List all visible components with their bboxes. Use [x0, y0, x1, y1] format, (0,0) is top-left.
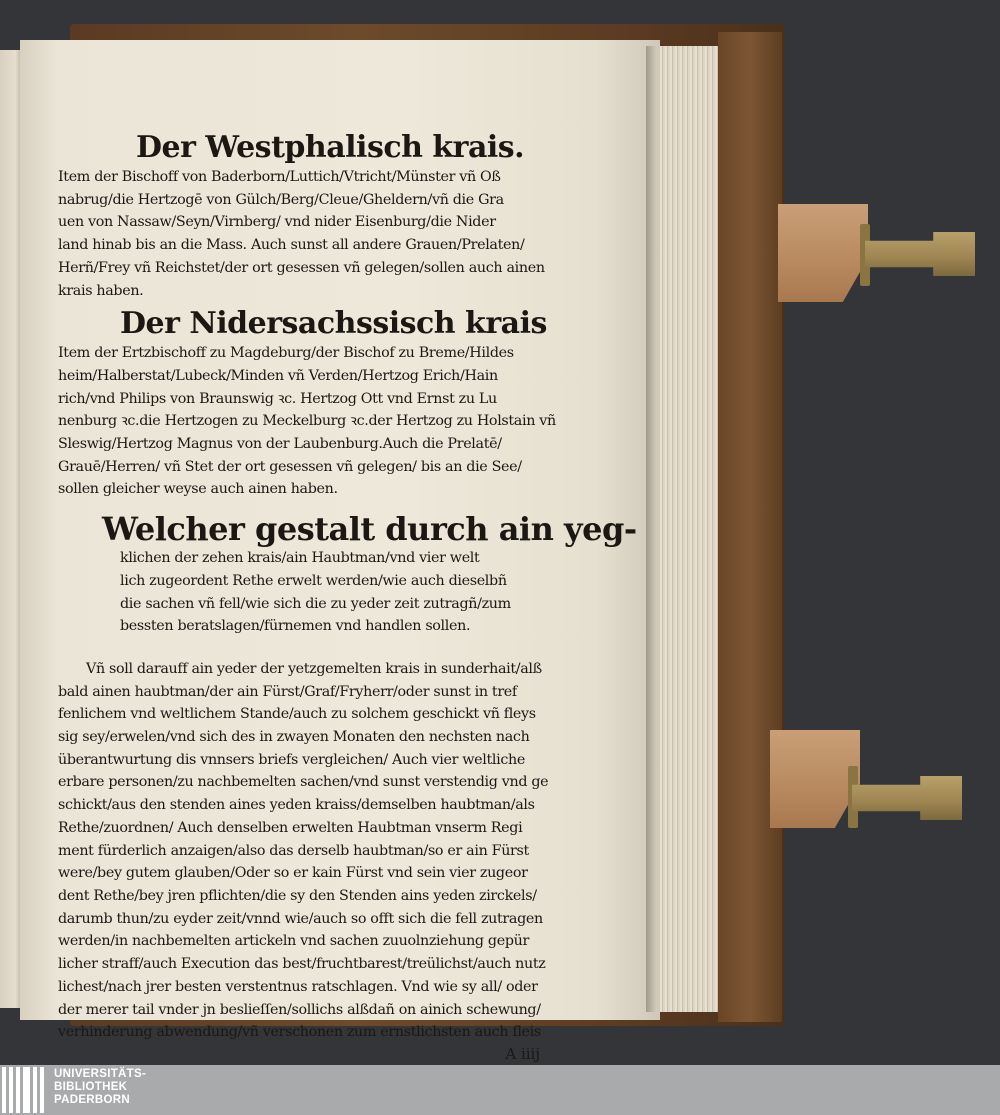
text-line: Herñ/Frey vñ Reichstet/der ort gesessen vñ gelegen/sollen auch ainen	[58, 259, 545, 276]
library-name-line: UNIVERSITÄTS-	[54, 1068, 147, 1080]
text-line: ment fürderlich anzaigen/also das derselb haubtman/so er ain Fürst	[58, 842, 529, 859]
gutter-shadow	[646, 46, 656, 1012]
page-text	[58, 130, 637, 1064]
text-line: klichen der zehen krais/ain Haubtman/vnd vier welt	[120, 550, 480, 567]
text-line: schickt/aus den stenden aines yeden kraiss/demselben haubtman/als	[58, 797, 535, 814]
brass-clasp-top-icon	[865, 232, 975, 276]
text-line: lich zugeordent Rethe erwelt werden/wie auch dieselbñ	[120, 572, 507, 589]
text-line: sig sey/erwelen/vnd sich des in zwayen Monaten den nechsten nach	[58, 729, 530, 746]
text-line: krais haben.	[58, 282, 144, 299]
heading-westphalisch: Der Westphalisch krais.	[136, 130, 525, 165]
signature-mark: A iiij	[505, 1044, 540, 1063]
brass-clasp-bottom-icon	[852, 776, 962, 820]
text-line: Vñ soll darauff ain yeder der yetzgemelten krais in sunderhait/alß	[86, 660, 542, 677]
left-page-edge	[0, 50, 22, 1008]
text-line: licher straff/auch Execution das best/fruchtbarest/treülichst/auch nutz	[58, 956, 546, 973]
page-stack-edges	[650, 46, 718, 1012]
text-line: Grauē/Herren/ vñ Stet der ort gesessen vñ gelegen/ bis an die See/	[58, 458, 522, 475]
library-name-line: BIBLIOTHEK	[54, 1081, 128, 1094]
text-line: erbare personen/zu nachbemelten sachen/vnd sunst verstendig vnd ge	[58, 774, 549, 791]
paragraph-nidersachssisch	[58, 342, 558, 501]
text-line: der merer tail vnder jn beslieſſen/sollichs alßdañ on ainich schewung/	[58, 1001, 541, 1018]
text-line: Item der Ertzbischoff zu Magdeburg/der Bischof zu Breme/Hildes	[58, 345, 514, 362]
book-cover-edge	[718, 32, 782, 1022]
text-line: Rethe/zuordnen/ Auch denselben erwelten Haubtman vnserm Regi	[58, 819, 523, 836]
text-line: fenlichem vnd weltlichem Stande/auch zu solchem geschickt vñ fleys	[58, 706, 536, 723]
text-line: sollen gleicher weyse auch ainen haben.	[58, 481, 338, 498]
subheading-welcher-gestalt	[58, 547, 558, 638]
text-line: dent Rethe/bey jren pflichten/die sy den Stenden ains yeden zirckels/	[58, 887, 537, 904]
text-line: lichest/nach jrer besten verstentnus ratschlagen. Vnd wie sy all/ oder	[58, 978, 538, 995]
leather-strap-bottom	[770, 730, 860, 828]
text-line: heim/Halberstat/Lubeck/Minden vñ Verden/Hertzog Erich/Hain	[58, 367, 498, 384]
text-line: die sachen vñ fell/wie sich die zu yeder zeit zutragñ/zum	[120, 595, 511, 612]
library-name-line: PADERBORN	[54, 1094, 130, 1107]
text-line: verhinderung abwendung/vñ verschonen zum ernstlichsten auch fleis	[58, 1024, 541, 1041]
text-line: nabrug/die Hertzogē von Gülch/Berg/Cleue/Gheldern/vñ die Gra	[58, 191, 504, 208]
text-line: darumb thun/zu eyder zeit/vnnd wie/auch so offt sich die fell zutragen	[58, 910, 543, 927]
text-line: rich/vnd Philips von Braunswig ꝛc. Hertzog Ott vnd Ernst zu Lu	[58, 390, 497, 407]
footer-bar	[0, 1065, 1000, 1115]
leather-strap-top	[778, 204, 868, 302]
text-line: uen von Nassaw/Seyn/Virnberg/ vnd nider Eisenburg/die Nider	[58, 214, 496, 231]
heading-welcher-gestalt: Welcher gestalt durch ain yeg-	[102, 510, 637, 549]
text-line: überantwurtung dis vnnsers briefs vergleichen/ Auch vier weltliche	[58, 751, 525, 768]
paragraph-westphalisch	[58, 166, 558, 302]
text-line: bald ainen haubtman/der ain Fürst/Graf/Fryherr/oder sunst in tref	[58, 683, 517, 700]
heading-nidersachssisch: Der Nidersachssisch krais	[120, 306, 547, 342]
text-line: Sleswig/Hertzog Magnus von der Laubenburg.Auch die Prelatē/	[58, 436, 502, 453]
text-line: bessten beratslagen/fürnemen vnd handlen sollen.	[120, 618, 471, 635]
text-line: land hinab bis an die Mass. Auch sunst all andere Grauen/Prelaten/	[58, 237, 525, 254]
text-line: were/bey gutem glauben/Oder so er kain Fürst vnd sein vier zugeor	[58, 865, 528, 882]
text-line: werden/in nachbemelten artickeln vnd sachen zuuolnziehung gepür	[58, 933, 529, 950]
library-name	[54, 1068, 146, 1108]
text-line: nenburg ꝛc.die Hertzogen zu Meckelburg ꝛc.der Hertzog zu Holstain vñ	[58, 413, 556, 430]
text-line: Item der Bischoff von Baderborn/Luttich/Vtricht/Münster vñ Oß	[58, 169, 501, 185]
library-logo-icon	[2, 1067, 46, 1113]
paragraph-body	[58, 658, 558, 1044]
